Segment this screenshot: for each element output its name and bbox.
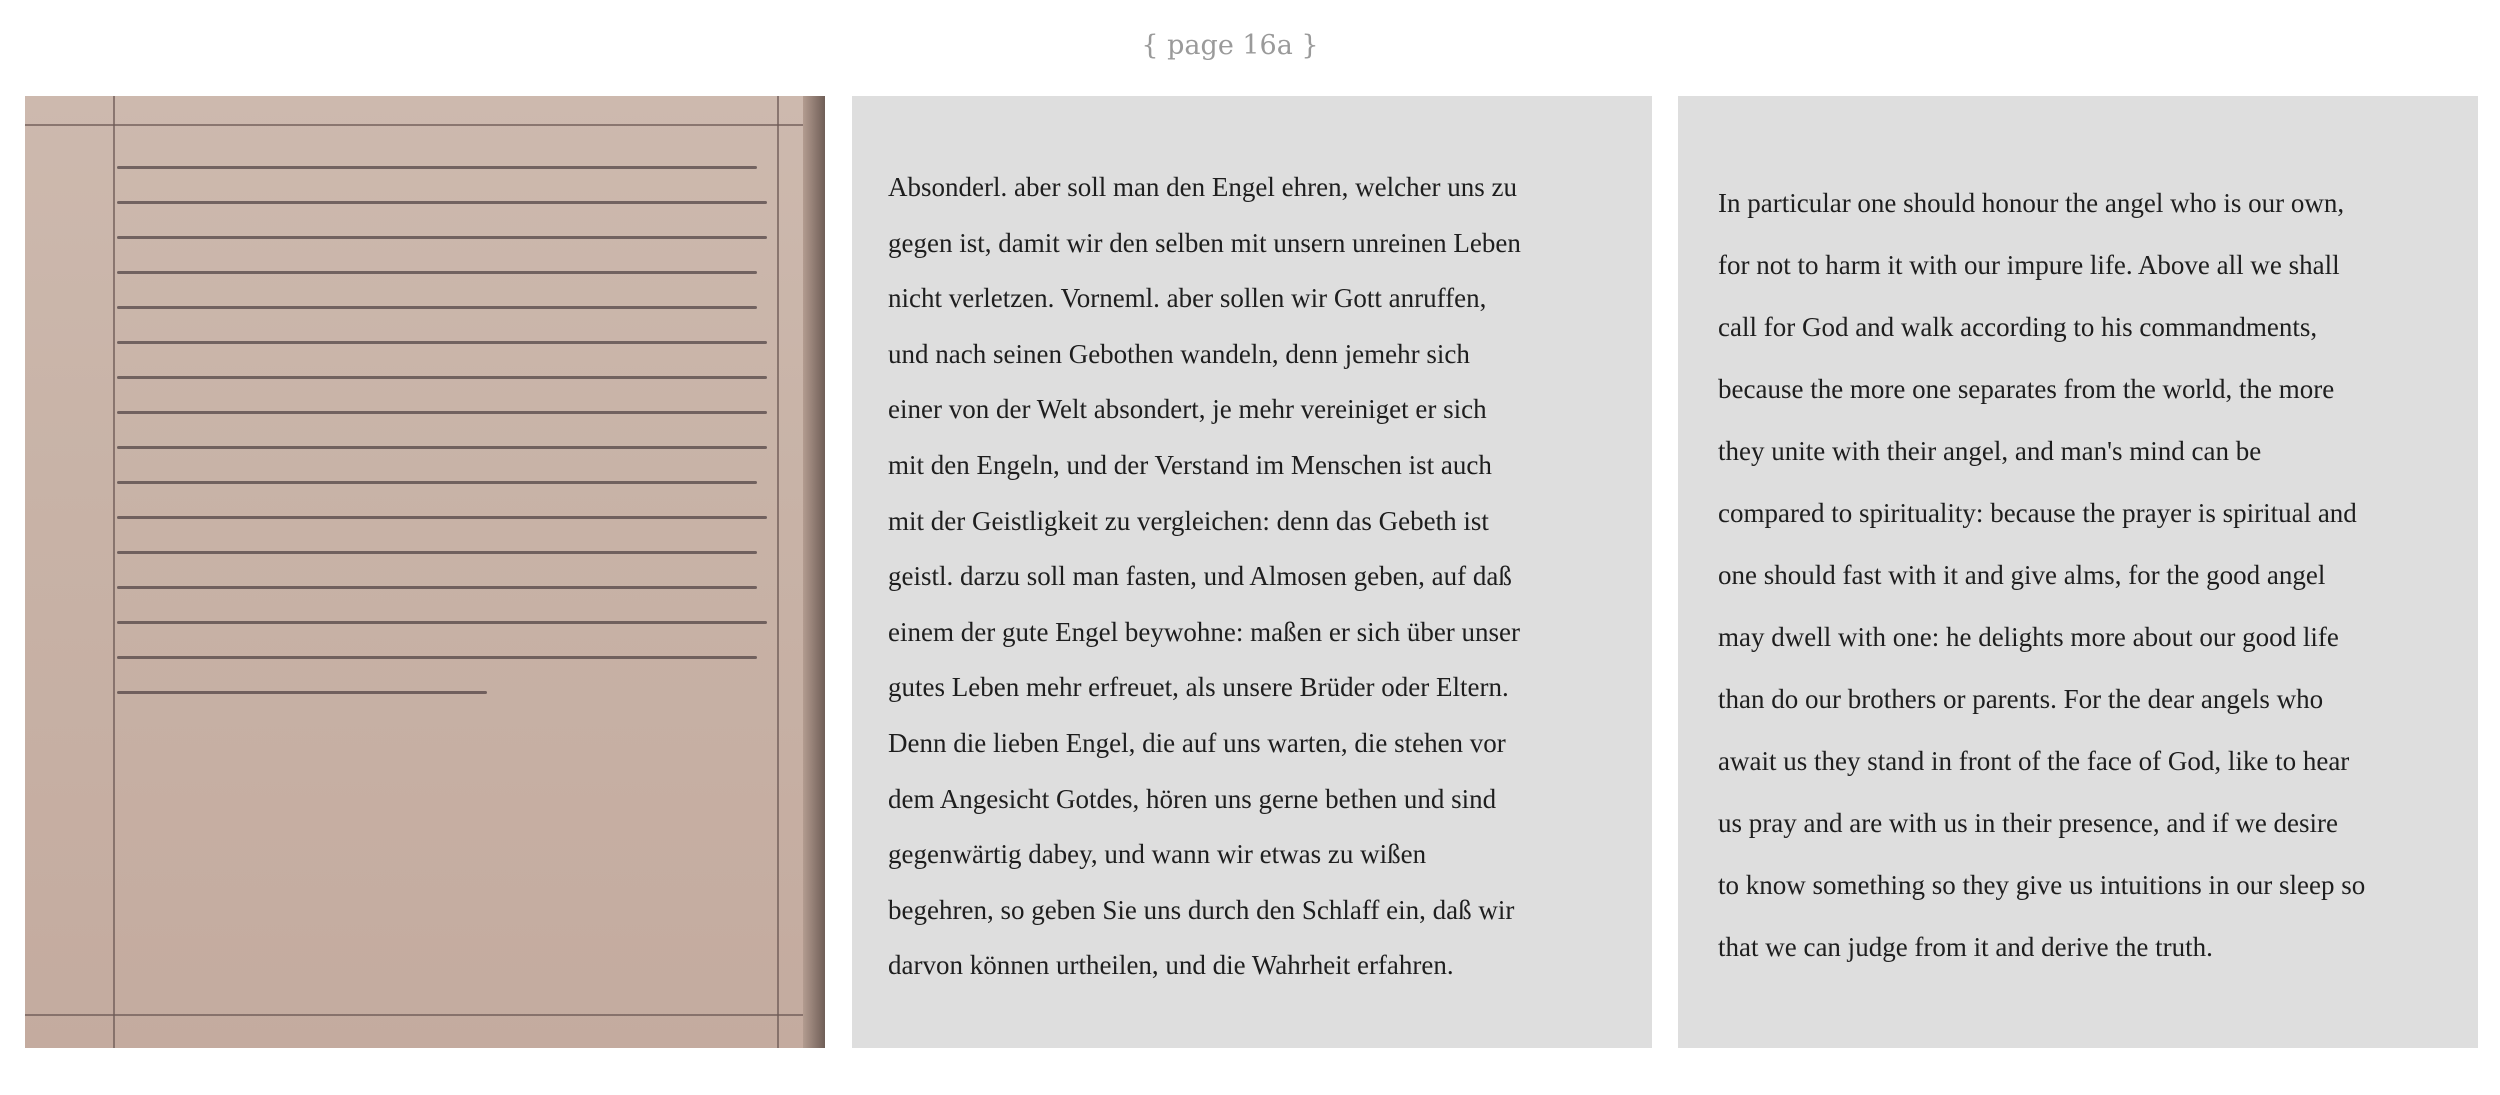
translation-text <box>1718 172 2442 978</box>
text-line: gegen ist, damit wir den selben mit unsern unreinen Leben <box>888 227 1521 258</box>
handwriting-stroke <box>117 411 767 414</box>
handwriting-stroke <box>117 446 767 449</box>
text-line: und nach seinen Gebothen wandeln, denn jemehr sich <box>888 338 1470 369</box>
handwriting-stroke <box>117 236 767 239</box>
text-line: because the more one separates from the world, the more <box>1718 374 2335 404</box>
handwriting-stroke <box>117 341 767 344</box>
text-line: Absonderl. aber soll man den Engel ehren, welcher uns zu <box>888 172 1518 202</box>
handwriting-stroke <box>117 656 757 659</box>
text-line: to know something so they give us intuitions in our sleep so <box>1718 870 2366 900</box>
text-line: us pray and are with us in their presence, and if we desire <box>1718 808 2339 838</box>
transcription-text <box>888 160 1616 994</box>
manuscript-scan <box>25 96 825 1048</box>
translation-panel <box>1678 96 2478 1048</box>
text-line: await us they stand in front of the face of God, like to hear <box>1718 746 2350 776</box>
handwriting-stroke <box>117 691 487 694</box>
scan-rule-bottom <box>25 1014 825 1016</box>
text-line: than do our brothers or parents. For the dear angels who <box>1718 684 2324 714</box>
handwriting-stroke <box>117 551 757 554</box>
scan-spine <box>803 96 825 1048</box>
handwriting-stroke <box>117 621 767 624</box>
page-label: { page 16a } <box>1141 30 1319 61</box>
handwriting-stroke <box>117 166 757 169</box>
handwriting-stroke <box>117 271 757 274</box>
text-line: gegenwärtig dabey, und wann wir etwas zu wißen <box>888 839 1427 870</box>
text-line: one should fast with it and give alms, for the good angel <box>1718 560 2326 590</box>
text-line: nicht verletzen. Vorneml. aber sollen wir Gott anruffen, <box>888 283 1487 314</box>
text-line: In particular one should honour the angel who is our own, <box>1718 188 2345 218</box>
text-line: gutes Leben mehr erfreuet, als unsere Brüder oder Eltern. <box>888 672 1509 703</box>
scan-rule-left <box>113 96 115 1048</box>
text-line: geistl. darzu soll man fasten, und Almosen geben, auf daß <box>888 561 1512 592</box>
text-line: that we can judge from it and derive the truth. <box>1718 932 2213 962</box>
transcription-panel <box>852 96 1652 1048</box>
text-line: may dwell with one: he delights more about our good life <box>1718 622 2339 652</box>
text-line: for not to harm it with our impure life. Above all we shall <box>1718 250 2340 280</box>
text-line: begehren, so geben Sie uns durch den Schlaff ein, daß wir <box>888 894 1515 925</box>
handwriting-stroke <box>117 376 767 379</box>
scan-rule-top <box>25 124 825 126</box>
text-line: call for God and walk according to his commandments, <box>1718 312 2318 342</box>
text-line: compared to spirituality: because the prayer is spiritual and <box>1718 498 2357 528</box>
handwriting-stroke <box>117 516 767 519</box>
handwriting-stroke <box>117 586 757 589</box>
text-line: dem Angesicht Gotdes, hören uns gerne bethen und sind <box>888 783 1497 814</box>
text-line: they unite with their angel, and man's mind can be <box>1718 436 2262 466</box>
handwriting-stroke <box>117 201 767 204</box>
text-line: Denn die lieben Engel, die auf uns warten, die stehen vor <box>888 727 1506 758</box>
handwriting-stroke <box>117 481 757 484</box>
scan-rule-right <box>777 96 779 1048</box>
text-line: einem der gute Engel beywohne: maßen er sich über unser <box>888 616 1521 647</box>
text-line: mit der Geistligkeit zu vergleichen: denn das Gebeth ist <box>888 505 1489 536</box>
handwriting-stroke <box>117 306 757 309</box>
text-line: mit den Engeln, und der Verstand im Menschen ist auch <box>888 449 1492 480</box>
text-line: darvon können urtheilen, und die Wahrheit erfahren. <box>888 950 1454 981</box>
text-line: einer von der Welt absondert, je mehr vereiniget er sich <box>888 394 1487 425</box>
